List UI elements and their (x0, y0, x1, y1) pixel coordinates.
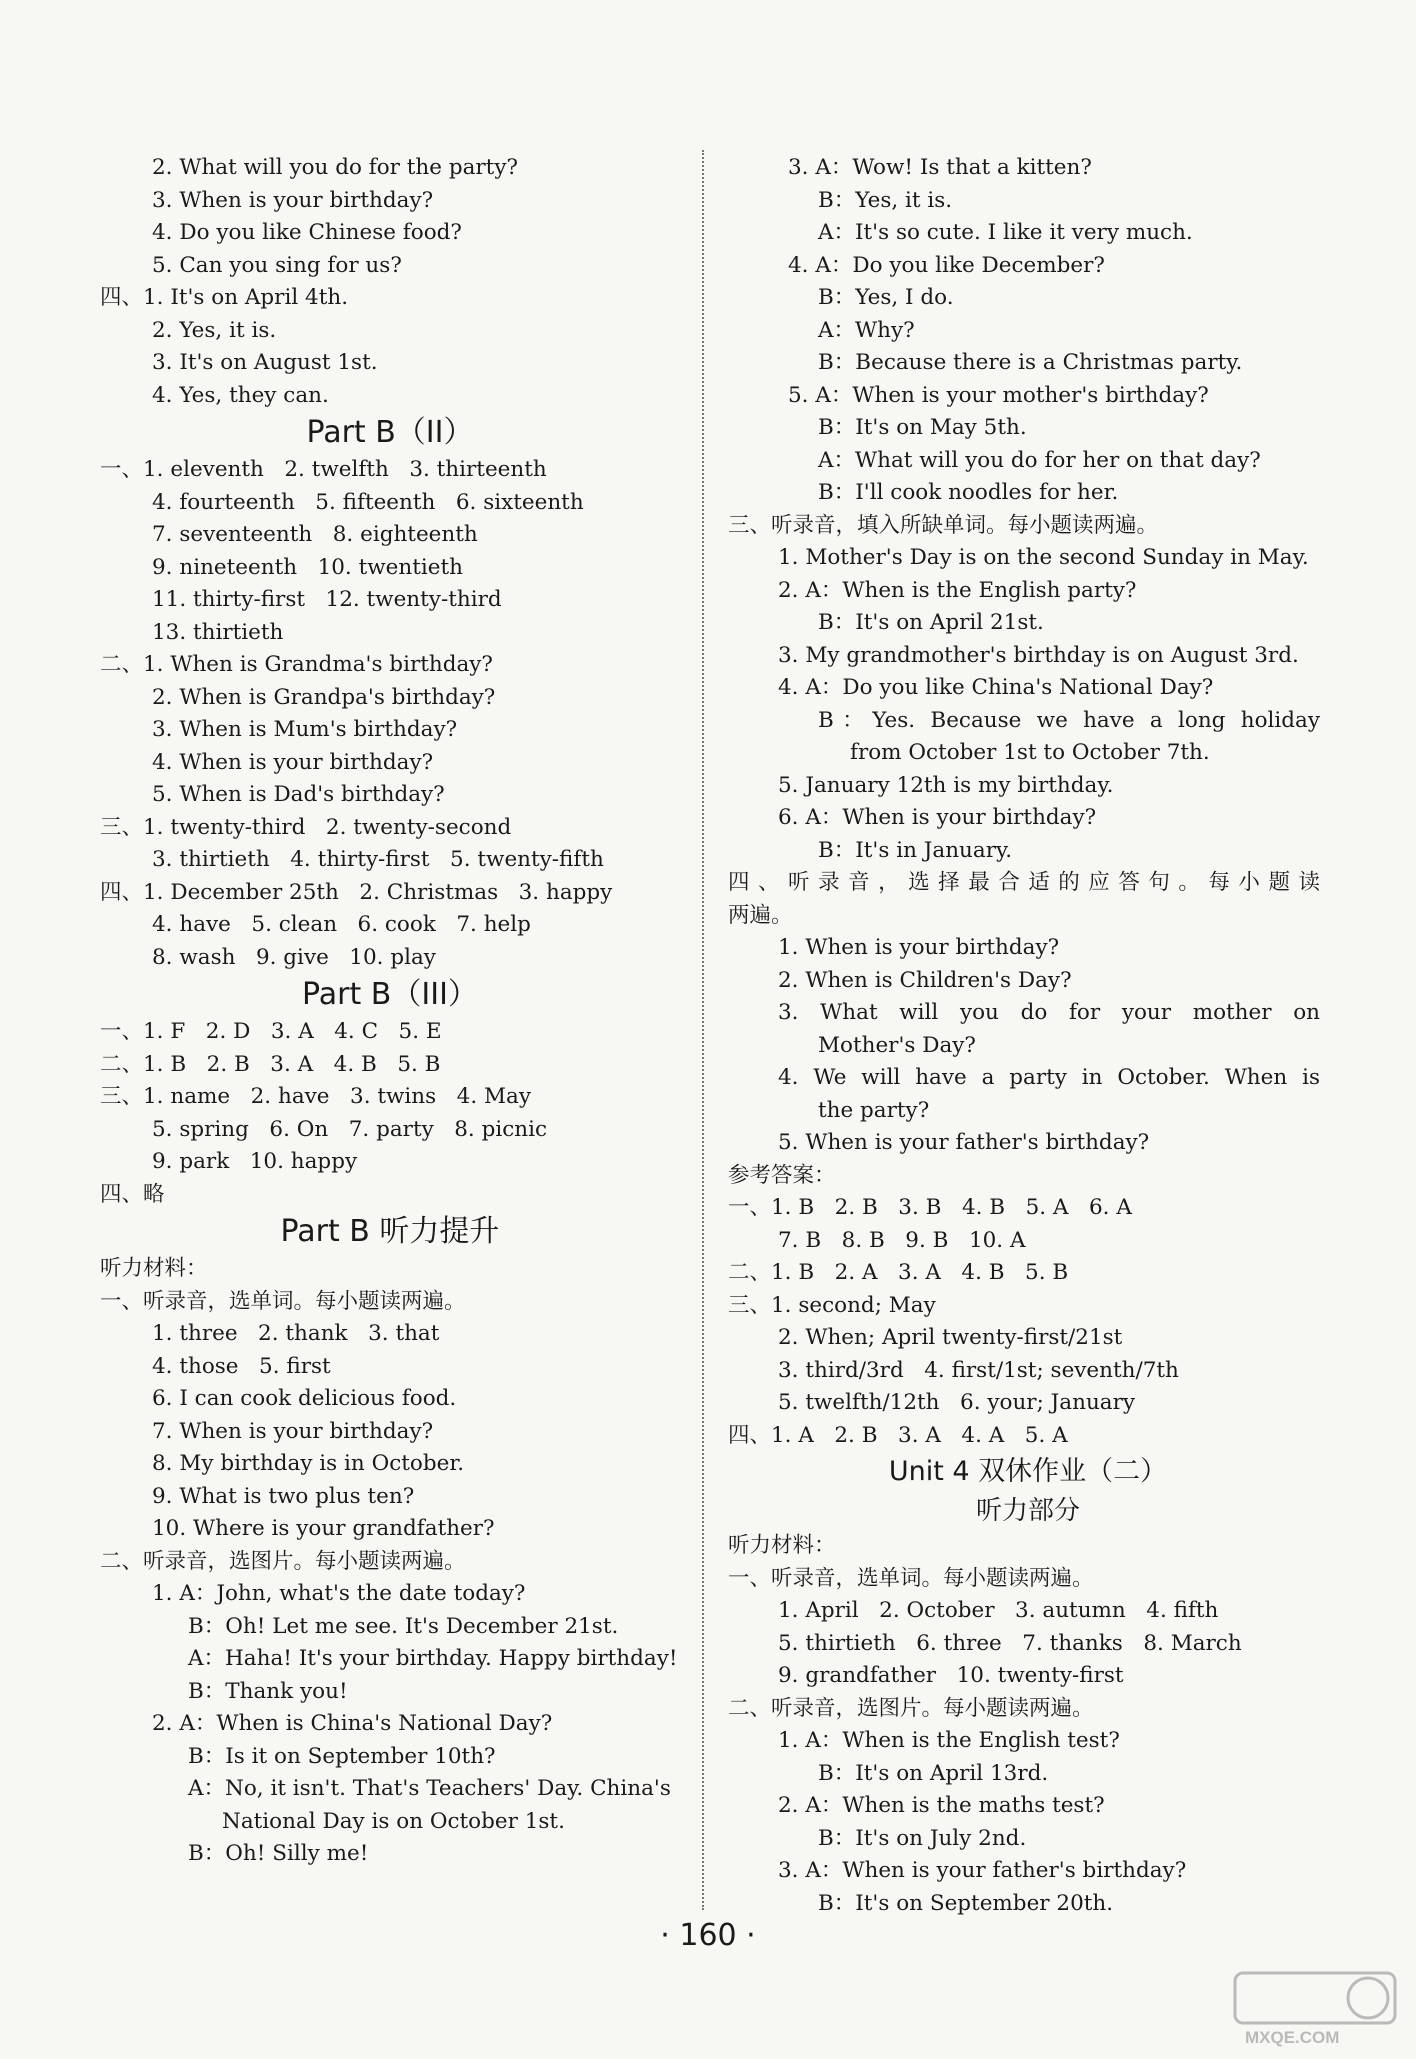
text-line: 一、听录音，选单词。每小题读两遍。 (100, 1288, 466, 1314)
left-column (100, 152, 680, 1871)
text-line: B：It's on May 5th. (818, 415, 1027, 440)
text-line: 三、1. name 2. have 3. twins 4. May (100, 1084, 531, 1109)
text-line: 一、1. F 2. D 3. A 4. C 5. E (100, 1019, 442, 1044)
text-line: 参考答案： (728, 1162, 836, 1188)
watermark-logo-icon (1233, 1969, 1398, 2049)
text-line: 四、听录音，选择最合适的应答句。每小题读 (728, 870, 1320, 895)
text-line: 二、1. B 2. B 3. A 4. B 5. B (100, 1051, 441, 1077)
page-number: · 160 · (660, 1918, 756, 1953)
text-line: 三、听录音，填入所缺单词。每小题读两遍。 (728, 512, 1159, 538)
text-line: B：Yes, it is. (818, 187, 953, 213)
text-line: 6. A：When is your birthday? (778, 805, 1097, 830)
text-line: 3. My grandmother's birthday is on August 3rd. (778, 642, 1299, 668)
text-line: B：Is it on September 10th? (188, 1743, 496, 1769)
text-line: 3. A：Wow! Is that a kitten? (788, 155, 1092, 180)
text-line: 5. thirtieth 6. three 7. thanks 8. March (778, 1630, 1242, 1656)
text-line: B：It's in January. (818, 837, 1013, 863)
text-line: 三、1. twenty-third 2. twenty-second (100, 814, 512, 840)
text-line: 四、略 (100, 1181, 165, 1207)
text-line: 一、1. B 2. B 3. B 4. B 5. A 6. A (728, 1195, 1132, 1220)
text-line: A：No, it isn't. That's Teachers' Day. China's (188, 1776, 671, 1801)
text-line: 4. When is your birthday? (152, 749, 434, 775)
text-line: 2. A：When is the maths test? (778, 1793, 1105, 1818)
text-line: 二、1. When is Grandma's birthday? (100, 652, 493, 677)
text-line: 6. I can cook delicious food. (152, 1386, 457, 1411)
text-line: 1. When is your birthday? (778, 935, 1060, 960)
text-line: 7. seventeenth 8. eighteenth (152, 522, 478, 547)
text-line: 4. have 5. clean 6. cook 7. help (152, 912, 531, 937)
text-line: B：Oh! Silly me! (188, 1841, 369, 1866)
text-line: 1. April 2. October 3. autumn 4. fifth (778, 1598, 1219, 1623)
text-line: 10. Where is your grandfather? (152, 1516, 495, 1541)
text-line: 4. those 5. first (152, 1353, 331, 1379)
section-heading: Part B（II） (306, 415, 474, 450)
text-line: 2. When is Children's Day? (778, 967, 1072, 993)
text-line: 4. Yes, they can. (152, 382, 329, 408)
text-line: 3. When is Mum's birthday? (152, 717, 458, 742)
text-line: 4. fourteenth 5. fifteenth 6. sixteenth (152, 489, 584, 515)
text-line: 三、1. second; May (728, 1292, 936, 1318)
text-line: 3. third/3rd 4. first/1st; seventh/7th (778, 1357, 1179, 1383)
text-line: National Day is on October 1st. (222, 1808, 565, 1834)
watermark-text: MXQE.COM (1245, 2028, 1340, 2047)
text-line: 二、1. B 2. A 3. A 4. B 5. B (728, 1260, 1069, 1285)
text-line: 3. It's on August 1st. (152, 350, 378, 375)
text-line: 8. My birthday is in October. (152, 1451, 465, 1476)
text-line: 5. Can you sing for us? (152, 252, 402, 278)
text-line: A：Haha! It's your birthday. Happy birthday! (188, 1646, 678, 1671)
text-line: B：It's on April 21st. (818, 610, 1044, 635)
text-line: 3. thirtieth 4. thirty-first 5. twenty-fifth (152, 847, 604, 872)
text-line: 4. Do you like Chinese food? (152, 220, 462, 245)
section-heading: Unit 4 双休作业（二） (888, 1456, 1168, 1487)
text-line: 7. When is your birthday? (152, 1418, 434, 1444)
text-line: 4. We will have a party in October. When is (778, 1065, 1320, 1090)
text-line: 一、听录音，选单词。每小题读两遍。 (728, 1565, 1094, 1591)
column-divider (702, 150, 704, 1910)
text-line: B：Yes, I do. (818, 285, 954, 310)
text-line: 2. What will you do for the party? (152, 155, 518, 180)
section-heading: 听力部分 (975, 1496, 1080, 1526)
text-line: 3. A：When is your father's birthday? (778, 1858, 1187, 1883)
text-line: 2. A：When is China's National Day? (152, 1711, 553, 1736)
text-line: 2. Yes, it is. (152, 317, 277, 343)
text-line: 3. When is your birthday? (152, 187, 434, 213)
text-line: 听力材料： (728, 1533, 836, 1558)
text-line: B：It's on April 13rd. (818, 1760, 1049, 1786)
text-line: the party? (818, 1097, 930, 1123)
text-line: 二、听录音，选图片。每小题读两遍。 (728, 1695, 1094, 1721)
text-line: 两遍。 (728, 902, 793, 928)
text-line: A：Why? (818, 317, 915, 343)
text-line: 9. nineteenth 10. twentieth (152, 554, 463, 580)
text-line: 1. Mother's Day is on the second Sunday in May. (778, 545, 1309, 570)
section-heading: Part B（III） (302, 977, 478, 1012)
text-line: 四、1. A 2. B 3. A 4. A 5. A (728, 1422, 1068, 1448)
text-line: B：It's on July 2nd. (818, 1825, 1027, 1851)
section-heading: Part B 听力提升 (280, 1214, 500, 1249)
text-line: 听力材料： (100, 1256, 208, 1281)
text-line: B：I'll cook noodles for her. (818, 480, 1119, 505)
text-line: B：Thank you! (188, 1678, 348, 1704)
text-line: 9. grandfather 10. twenty-first (778, 1663, 1124, 1688)
text-line: 4. A：Do you like China's National Day? (778, 675, 1214, 700)
text-line: B：Because there is a Christmas party. (818, 350, 1243, 375)
text-line: 四、1. December 25th 2. Christmas 3. happy (100, 879, 613, 905)
text-line: 5. When is your father's birthday? (778, 1130, 1150, 1155)
text-line: 5. When is Dad's birthday? (152, 782, 445, 807)
text-line: 5. January 12th is my birthday. (778, 772, 1114, 798)
text-line: 2. A：When is the English party? (778, 577, 1137, 603)
text-line: 1. A：John, what's the date today? (152, 1581, 526, 1606)
text-line: 8. wash 9. give 10. play (152, 944, 436, 970)
text-line: B：Yes. Because we have a long holiday (818, 707, 1320, 733)
text-line: 二、听录音，选图片。每小题读两遍。 (100, 1548, 466, 1574)
text-line: 7. B 8. B 9. B 10. A (778, 1227, 1026, 1253)
text-line: Mother's Day? (818, 1032, 976, 1058)
text-line: 13. thirtieth (152, 619, 284, 645)
text-line: A：It's so cute. I like it very much. (818, 220, 1193, 245)
text-line: 1. A：When is the English test? (778, 1728, 1120, 1753)
text-line: 9. What is two plus ten? (152, 1483, 415, 1509)
text-line: 5. A：When is your mother's birthday? (788, 382, 1209, 408)
text-line: A：What will you do for her on that day? (818, 447, 1261, 473)
text-line: 2. When; April twenty-first/21st (778, 1325, 1123, 1350)
text-line: 2. When is Grandpa's birthday? (152, 684, 496, 710)
text-line: B：Oh! Let me see. It's December 21st. (188, 1613, 619, 1639)
text-line: B：It's on September 20th. (818, 1890, 1114, 1916)
text-line: from October 1st to October 7th. (850, 740, 1210, 765)
text-line: 5. twelfth/12th 6. your; January (778, 1390, 1136, 1415)
text-line: 3. What will you do for your mother on (778, 1000, 1320, 1025)
text-line: 4. A：Do you like December? (788, 252, 1105, 278)
text-line: 5. spring 6. On 7. party 8. picnic (152, 1116, 548, 1142)
text-line: 9. park 10. happy (152, 1149, 358, 1174)
text-line: 四、1. It's on April 4th. (100, 285, 349, 310)
right-column (728, 152, 1328, 1920)
text-line: 11. thirty-first 12. twenty-third (152, 587, 502, 612)
text-line: 一、1. eleventh 2. twelfth 3. thirteenth (100, 457, 547, 482)
text-line: 1. three 2. thank 3. that (152, 1321, 440, 1346)
